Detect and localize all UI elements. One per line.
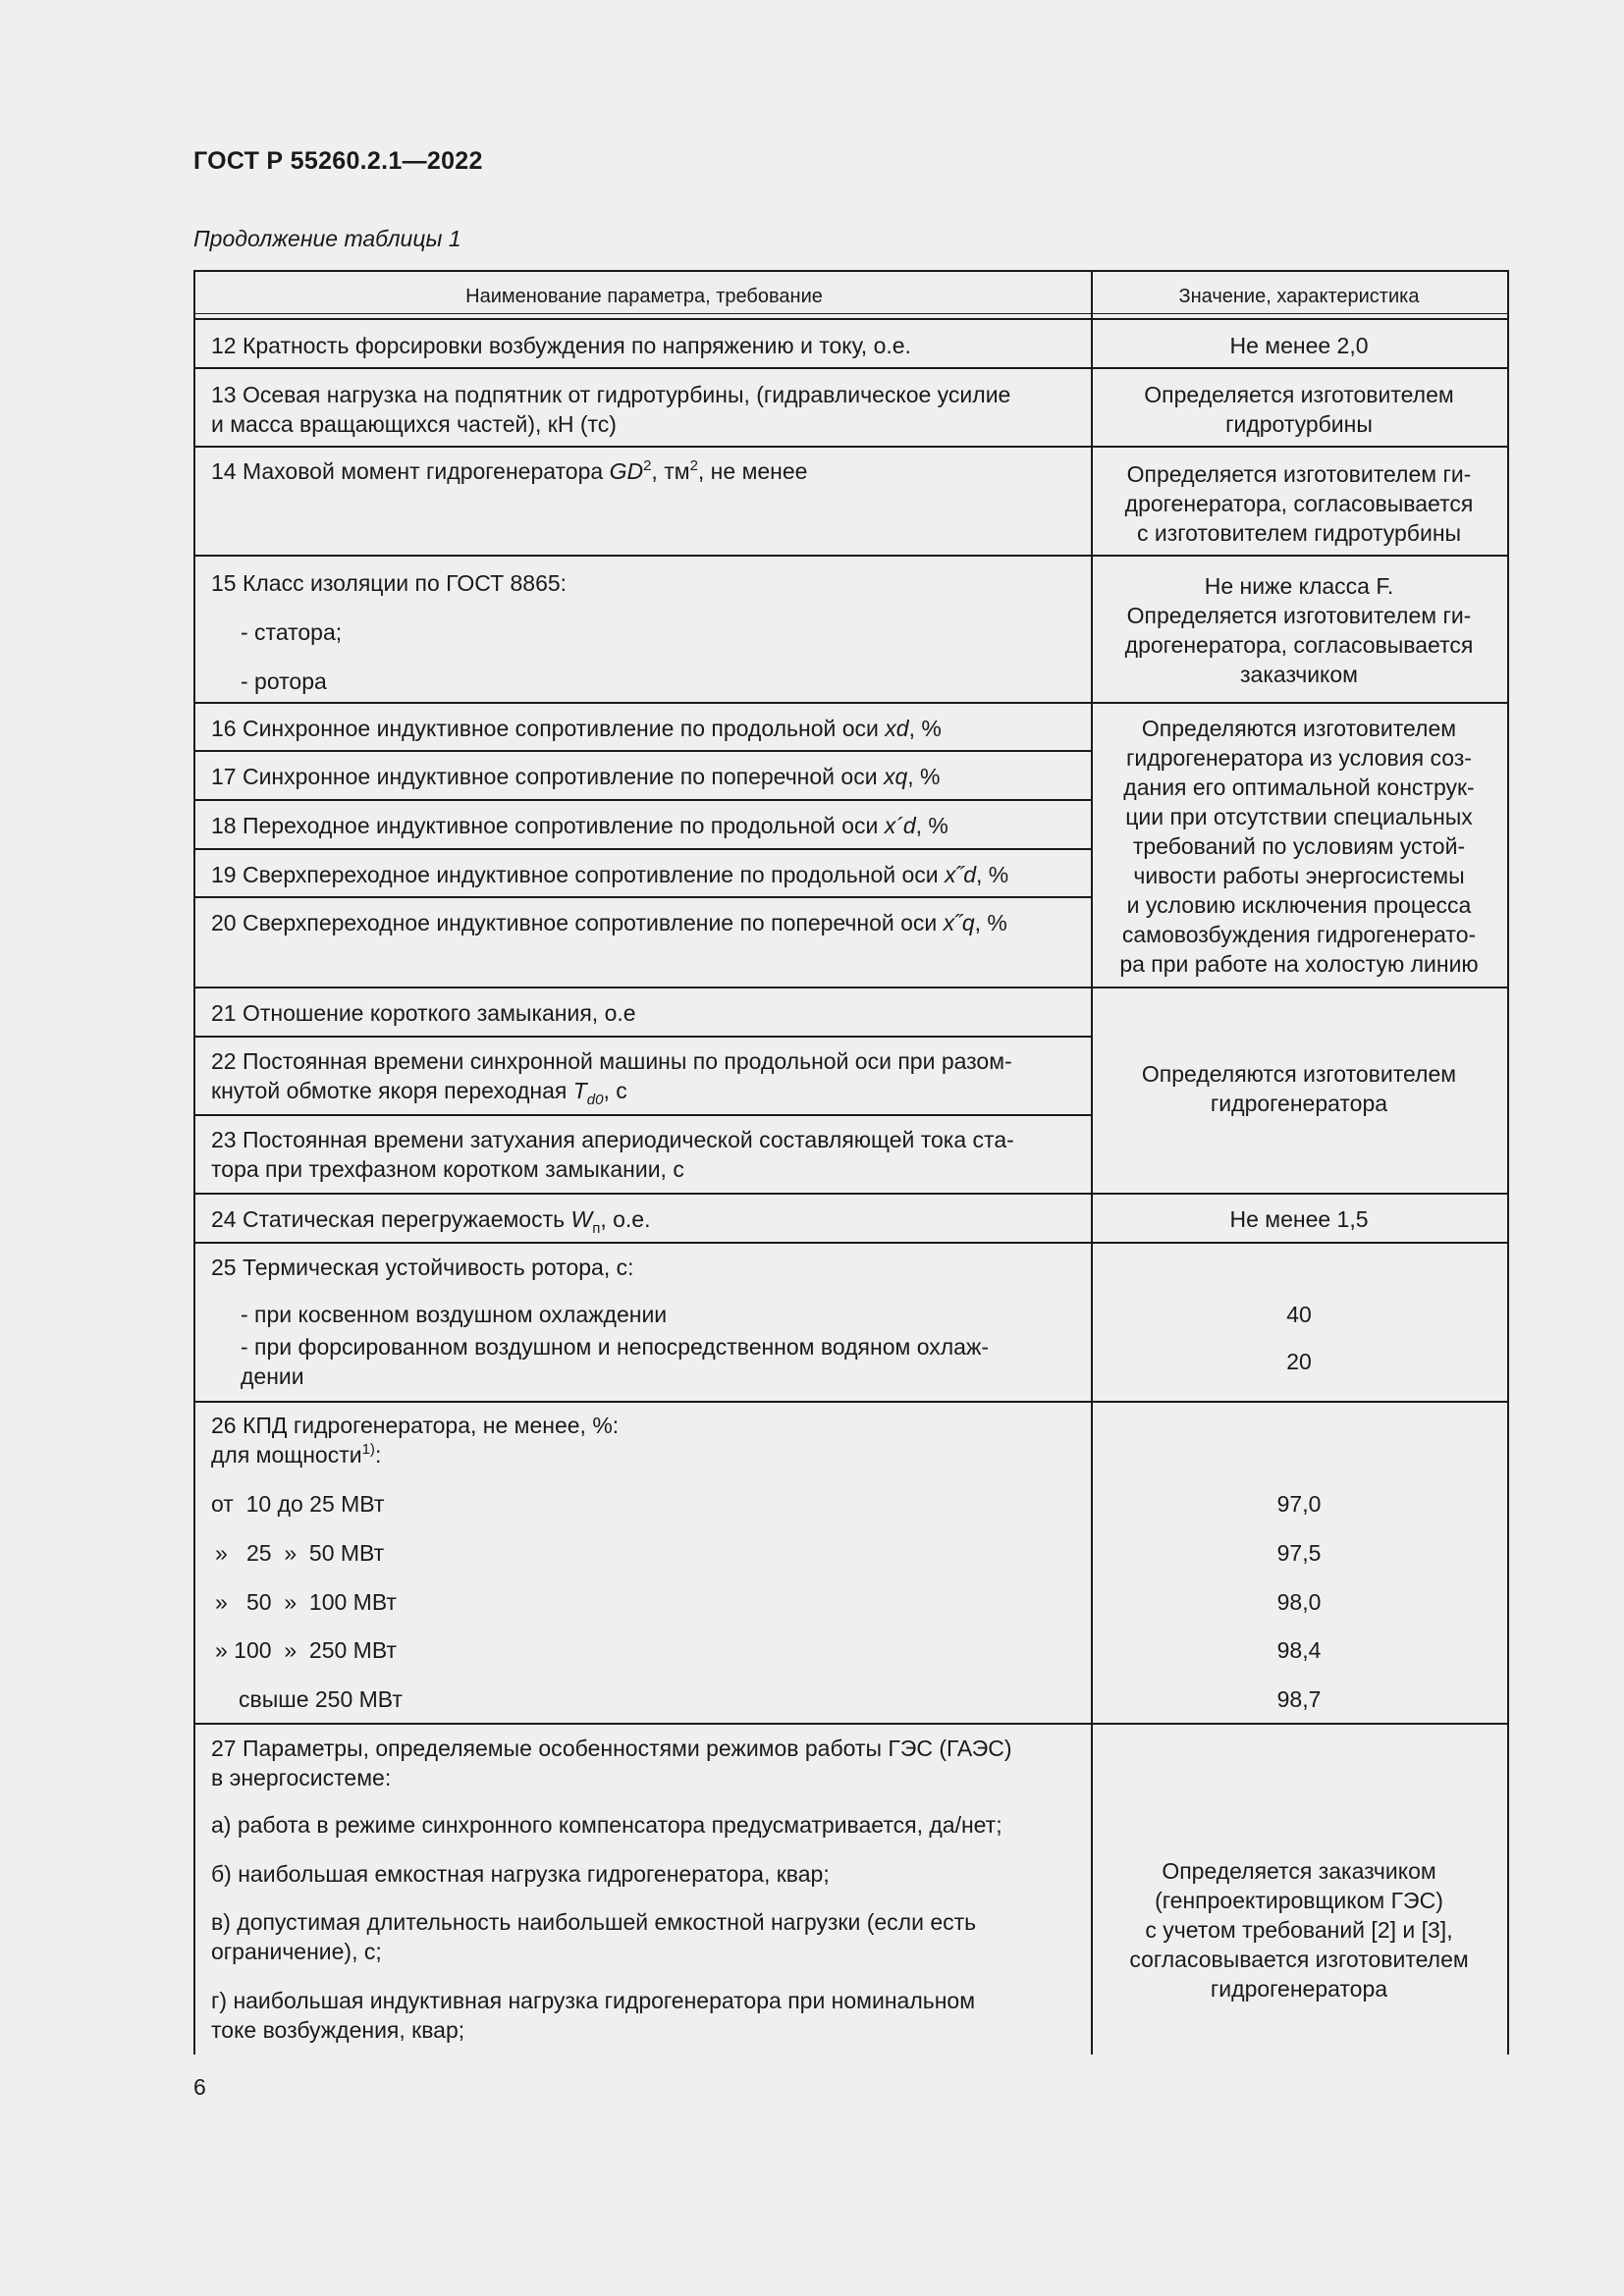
row-25-param: 25 Термическая устойчивость ротора, с: [211, 1255, 634, 1280]
row-line [195, 1401, 1507, 1403]
rows-16-20-value [1101, 714, 1497, 979]
row-26-range: от 10 до 25 МВт [211, 1491, 385, 1517]
row-26-range: » 25 » 50 МВт [215, 1540, 385, 1566]
row-line [195, 799, 1091, 801]
row-22-symbol: T [572, 1078, 587, 1103]
row-27-value-line: согласовывается изготовителем [1129, 1947, 1469, 1972]
rows-16-20-value-line: самовозбуждения гидрогенерато- [1121, 922, 1477, 947]
row-14-sup2: 2 [689, 457, 698, 474]
row-26-value: 98,0 [1276, 1589, 1322, 1615]
row-27-item-c-line2: ограничение), с; [211, 1939, 382, 1964]
row-27-value-line: (генпроектировщиком ГЭС) [1155, 1888, 1443, 1913]
row-line [195, 848, 1091, 850]
rows-16-20-value-line: ра при работе на холостую линию [1119, 951, 1479, 977]
row-26-text: для мощности [211, 1442, 362, 1468]
row-18-param [211, 811, 1077, 840]
row-line [195, 750, 1091, 752]
column-divider [1091, 272, 1093, 2055]
row-15-value-line3: дрогенератора, согласовывается [1124, 632, 1474, 658]
row-20-symbol: x˝q [943, 910, 975, 935]
rows-16-20-value-line: чивости работы энергосистемы [1133, 863, 1465, 888]
row-24-param [211, 1204, 1077, 1237]
rows-16-20-value-line: требований по условиям устой- [1132, 833, 1466, 859]
row-24-unit: , о.е. [600, 1206, 651, 1232]
row-line [195, 1723, 1507, 1725]
row-13-param-line1: 13 Осевая нагрузка на подпятник от гидротурбины, (гидравлическое усилие [211, 382, 1011, 407]
row-14-value-line1: Определяется изготовителем ги- [1126, 461, 1472, 487]
row-25-value1: 40 [1286, 1302, 1312, 1327]
row-26-range: » 100 » 250 МВт [215, 1637, 397, 1663]
row-24-text: 24 Статическая перегружаемость [211, 1206, 571, 1232]
row-13-value-line1: Определяется изготовителем [1144, 382, 1454, 407]
row-26-range: » 50 » 100 МВт [215, 1589, 397, 1615]
row-15-value-line1: Не ниже класса F. [1204, 573, 1394, 599]
row-27-item-d-line2: токе возбуждения, квар; [211, 2017, 465, 2043]
row-23-param-line2: тора при трехфазном коротком замыкании, с [211, 1156, 684, 1182]
row-15-item-rotor: - ротора [241, 668, 327, 694]
row-16-unit: , % [908, 716, 942, 741]
rows-16-20-value-line: гидрогенератора из условия соз- [1126, 745, 1472, 771]
row-16-param [211, 714, 1077, 743]
row-line [195, 1242, 1507, 1244]
row-12-value: Не менее 2,0 [1229, 333, 1369, 358]
header-double-line [195, 313, 1507, 314]
page-number: 6 [193, 2074, 206, 2100]
row-27-item-d [211, 1986, 1077, 2045]
row-26-value: 98,7 [1276, 1686, 1322, 1712]
document-code: ГОСТ Р 55260.2.1—2022 [193, 147, 483, 175]
row-21-param: 21 Отношение короткого замыкания, о.е [211, 1000, 636, 1026]
parameters-table [193, 270, 1509, 2055]
row-14-text-a: 14 Маховой момент гидрогенератора [211, 458, 610, 484]
row-line [195, 367, 1507, 369]
row-22-param-line2 [211, 1076, 1077, 1108]
table-caption: Продолжение таблицы 1 [193, 226, 461, 251]
row-line [195, 555, 1507, 557]
row-line [195, 702, 1507, 704]
row-26-param-line1: 26 КПД гидрогенератора, не менее, %: [211, 1413, 620, 1438]
row-19-unit: , % [975, 862, 1009, 887]
row-14-value-line3: с изготовителем гидротурбины [1136, 520, 1462, 546]
row-17-text: 17 Синхронное индуктивное сопротивление по поперечной оси [211, 764, 884, 789]
row-24-symbol: W [570, 1206, 593, 1232]
row-20-param [211, 908, 1077, 937]
row-25-item2-line2: дении [241, 1363, 304, 1389]
row-17-symbol: xq [883, 764, 908, 789]
row-27-value-line: гидрогенератора [1210, 1976, 1388, 2002]
rows-16-20-value-line: ции при отсутствии специальных [1125, 804, 1473, 829]
header-bottom-line [195, 318, 1507, 320]
row-27-value-line: Определяется заказчиком [1162, 1858, 1436, 1884]
row-22-unit: , с [603, 1078, 627, 1103]
row-23-param [211, 1125, 1077, 1184]
row-22-subscript: d0 [586, 1092, 604, 1108]
row-17-param [211, 762, 1077, 791]
row-line [195, 1114, 1091, 1116]
row-27-item-b: б) наибольшая емкостная нагрузка гидрогенератора, квар; [211, 1861, 830, 1887]
row-13-value [1101, 380, 1497, 439]
row-23-param-line1: 23 Постоянная времени затухания апериодической составляющей тока ста- [211, 1127, 1014, 1152]
row-18-unit: , % [915, 813, 948, 838]
row-27-param-line1: 27 Параметры, определяемые особенностями режимов работы ГЭС (ГАЭС) [211, 1735, 1012, 1761]
row-15-value-line4: заказчиком [1240, 662, 1358, 687]
rows-16-20-value-line: Определяются изготовителем [1141, 716, 1457, 741]
row-14-text-b: , тм [651, 458, 690, 484]
row-26-param [211, 1411, 1077, 1469]
header-param: Наименование параметра, требование [465, 286, 823, 307]
row-15-value-line2: Определяется изготовителем ги- [1126, 603, 1472, 628]
row-26-footnote-mark: 1) [361, 1441, 375, 1458]
row-19-symbol: x˝d [945, 862, 976, 887]
row-16-text: 16 Синхронное индуктивное сопротивление по продольной оси [211, 716, 886, 741]
row-25-item2 [241, 1332, 1077, 1391]
row-25-value2: 20 [1286, 1349, 1312, 1374]
rows-21-23-value [1101, 1059, 1497, 1118]
rows-21-23-value-line1: Определяются изготовителем [1141, 1061, 1457, 1087]
row-line [195, 987, 1507, 988]
rows-21-23-value-line2: гидрогенератора [1210, 1091, 1388, 1116]
row-15-value [1101, 571, 1497, 689]
row-25-item2-line1: - при форсированном воздушном и непосредственном водяном охлаж- [241, 1334, 989, 1360]
row-17-unit: , % [907, 764, 941, 789]
row-24-value: Не менее 1,5 [1229, 1206, 1369, 1232]
row-27-item-c [211, 1907, 1077, 1966]
row-14-value-line2: дрогенератора, согласовывается [1124, 491, 1474, 516]
row-line [195, 896, 1091, 898]
row-13-value-line2: гидротурбины [1225, 411, 1373, 437]
row-18-symbol: x´d [884, 813, 916, 838]
row-22-param [211, 1046, 1077, 1108]
row-14-param [211, 456, 1077, 486]
row-14-sup1: 2 [643, 457, 652, 474]
row-line [195, 1036, 1091, 1038]
row-14-value [1101, 459, 1497, 548]
row-27-value [1101, 1856, 1497, 2003]
row-20-unit: , % [974, 910, 1007, 935]
row-26-value: 98,4 [1276, 1637, 1322, 1663]
row-27-param-line2: в энергосистеме: [211, 1765, 392, 1790]
row-27-value-line: с учетом требований [2] и [3], [1145, 1917, 1453, 1943]
row-27-item-c-line1: в) допустимая длительность наибольшей емкостной нагрузки (если есть [211, 1909, 977, 1935]
rows-16-20-value-line: дания его оптимальной конструк- [1123, 774, 1475, 800]
row-26-value: 97,5 [1276, 1540, 1322, 1566]
row-18-text: 18 Переходное индуктивное сопротивление по продольной оси [211, 813, 885, 838]
row-13-param [211, 380, 1077, 439]
row-26-colon: : [374, 1442, 382, 1468]
row-27-item-a: а) работа в режиме синхронного компенсатора предусматривается, да/нет; [211, 1812, 1002, 1838]
row-19-text: 19 Сверхпереходное индуктивное сопротивление по продольной оси [211, 862, 946, 887]
row-26-range: свыше 250 МВт [239, 1686, 403, 1712]
row-16-symbol: xd [885, 716, 909, 741]
row-26-value: 97,0 [1276, 1491, 1322, 1517]
header-value: Значение, характеристика [1178, 286, 1420, 307]
row-14-symbol: GD [609, 458, 644, 484]
row-15-param: 15 Класс изоляции по ГОСТ 8865: [211, 570, 568, 596]
row-12-param: 12 Кратность форсировки возбуждения по напряжению и току, о.е. [211, 333, 911, 358]
row-25-item1: - при косвенном воздушном охлаждении [241, 1302, 668, 1327]
row-27-item-d-line1: г) наибольшая индуктивная нагрузка гидрогенератора при номинальном [211, 1988, 976, 2013]
row-19-param [211, 860, 1077, 889]
row-27-param [211, 1734, 1077, 1792]
row-15-item-stator: - статора; [241, 619, 343, 645]
row-22-param-line1: 22 Постоянная времени синхронной машины по продольной оси при разом- [211, 1048, 1012, 1074]
row-26-param-line2 [211, 1440, 1077, 1469]
row-13-param-line2: и масса вращающихся частей), кН (тс) [211, 411, 617, 437]
row-14-text-c: , не менее [697, 458, 808, 484]
row-line [195, 446, 1507, 448]
row-20-text: 20 Сверхпереходное индуктивное сопротивление по поперечной оси [211, 910, 944, 935]
row-24-subscript: п [592, 1220, 601, 1237]
row-line [195, 1193, 1507, 1195]
rows-16-20-value-line: и условию исключения процесса [1126, 892, 1472, 918]
row-22-text: кнутой обмотке якоря переходная [211, 1078, 573, 1103]
